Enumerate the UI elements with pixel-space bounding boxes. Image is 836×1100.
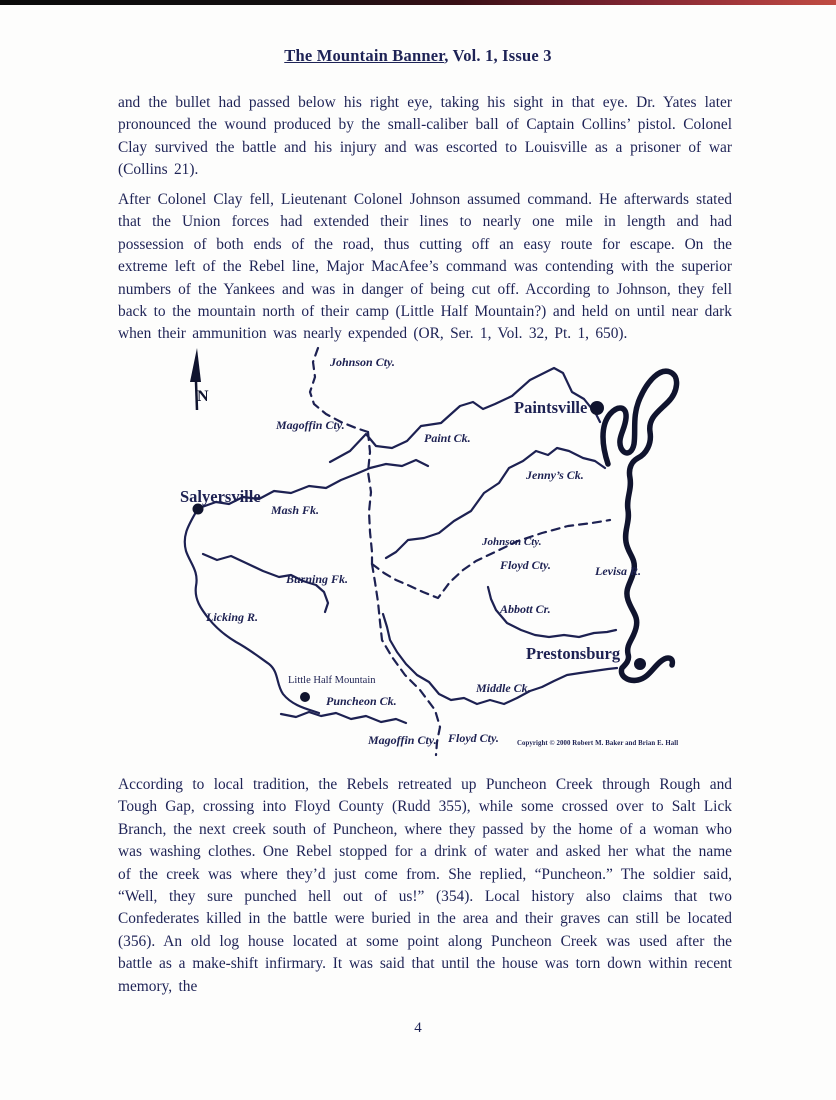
map-label-floyd-county-south: Floyd Cty. — [448, 731, 499, 745]
map-drawing — [140, 342, 700, 767]
map-label-paint-creek: Paint Ck. — [424, 431, 471, 445]
paragraph-2: After Colonel Clay fell, Lieutenant Colonel Johnson assumed command. He afterwards stated that the Union forces had extended their lines to nearly one mile in length and had possession of both ends of the road, thus cutting off an easy route for escape. On the extreme left of the Rebel line, Major MacAfee’s command was contending with the superior numbers of the Yankees and was in danger of being cut off. According to Johnson, they fell back to the mountain north of their camp (Little Half Mountain?) and held on until near dark when their ammunition was nearly expended (OR, Ser. 1, Vol. 32, Pt. 1, 650). — [118, 191, 732, 343]
county-line-vertical — [368, 432, 372, 564]
map-town-salyersville: Salyersville — [180, 487, 261, 506]
paragraph-3: According to local tradition, the Rebels retreated up Puncheon Creek through Rough and Tough Gap, crossing into Floyd County (Rudd 355), while some crossed over to Salt Lick Branch, the next creek south of Puncheon, where they passed by the home of a woman who was washing clothes. One Rebel stopped for a drink of water and asked her what the name of the creek was where they’d just come from. She replied, “Puncheon.” The soldier said, “Well, they sure punched hell out of us!” (354). Local history also claims that two Confederates killed in the battle were buried in the area and their graves can still be located (356). An old log house located at some point along Puncheon Creek was used after the battle as a make-shift infirmary. It was said that until the house was torn down within recent memory, the — [118, 776, 732, 995]
puncheon-creek-line — [281, 712, 406, 723]
map-label-levisa-river: Levisa R. — [595, 564, 641, 578]
map-label-johnson-county-north: Johnson Cty. — [330, 355, 395, 369]
map-label-johnson-county-mid: Johnson Cty. — [482, 536, 542, 548]
map-label-burning-fork: Burning Fk. — [286, 572, 349, 586]
map-label-jennys-creek: Jenny’s Ck. — [526, 468, 584, 482]
little-half-mountain-dot — [300, 692, 310, 702]
scan-artifact-band — [0, 0, 836, 5]
levisa-river-line — [603, 371, 677, 680]
map-town-paintsville: Paintsville — [514, 398, 588, 417]
county-line-magoffin-floyd — [372, 564, 440, 755]
page-title-journal: The Mountain Banner — [284, 46, 445, 65]
page-number: 4 — [414, 1020, 422, 1036]
map-label-magoffin-county-north: Magoffin Cty. — [276, 418, 345, 432]
map-label-abbott-creek: Abbott Cr. — [500, 602, 551, 616]
page-title — [0, 46, 836, 66]
map-label-licking-river: Licking R. — [206, 610, 259, 624]
map-label-puncheon-creek: Puncheon Ck. — [326, 694, 397, 708]
map-town-little-half-mountain: Little Half Mountain — [288, 675, 376, 686]
prestonsburg-dot — [634, 658, 646, 670]
map-label-middle-creek: Middle Ck. — [476, 681, 531, 695]
map-town-prestonsburg: Prestonsburg — [526, 644, 621, 663]
paintsville-dot — [590, 401, 604, 415]
county-line-johnson-floyd — [372, 520, 610, 598]
map-label-magoffin-county-south: Magoffin Cty. — [368, 733, 437, 747]
paragraph-1: and the bullet had passed below his right eye, taking his sight in that eye. Dr. Yates later pronounced the wound produced by the small-caliber ball of Captain Collins’ pistol. Colonel Clay survived the battle and his injury and was escorted to Louisville as a prisoner of war (Collins 21). — [118, 94, 732, 179]
map-label-floyd-county-mid: Floyd Cty. — [500, 558, 551, 572]
map-label-mash-fork: Mash Fk. — [271, 503, 320, 517]
north-label: N — [197, 388, 209, 405]
page-title-issue: , Vol. 1, Issue 3 — [444, 46, 552, 65]
map-copyright: Copyright © 2000 Robert M. Baker and Brian E. Hall — [517, 740, 679, 747]
county-map — [140, 342, 700, 767]
